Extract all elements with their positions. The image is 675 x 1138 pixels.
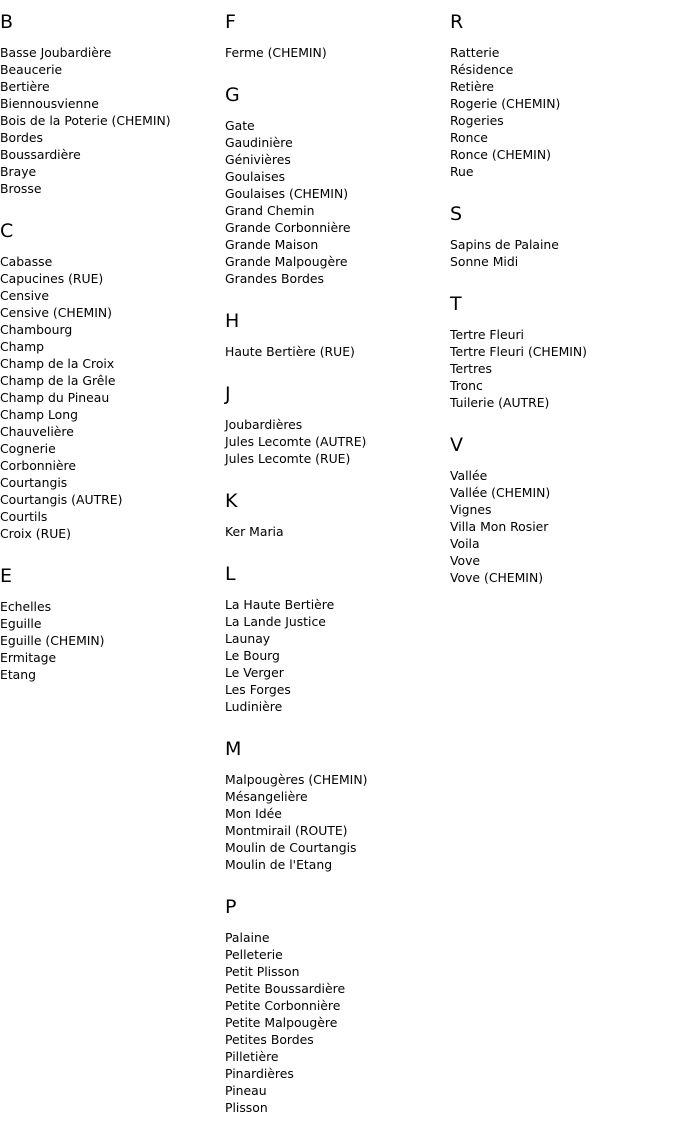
street-name: Eguille (0, 616, 42, 631)
street-name: Ker Maria (225, 524, 284, 539)
street-name: Moulin de l'Etang (225, 857, 333, 872)
letter-group (0, 10, 220, 197)
street-name: Champ du Pineau (0, 390, 110, 405)
street-name: Voila (450, 536, 480, 551)
street-name: Petites Bordes (225, 1032, 314, 1047)
street-name: Vove (CHEMIN) (450, 570, 544, 585)
letter-heading: E (0, 565, 13, 587)
street-name: Ronce (450, 130, 488, 145)
street-name: Sonne Midi (450, 254, 519, 269)
street-name: Censive (CHEMIN) (0, 305, 112, 320)
letter-group (450, 10, 670, 180)
street-name: Pelleterie (225, 947, 283, 962)
street-name: Moulin de Courtangis (225, 840, 357, 855)
letter-heading: S (450, 203, 463, 225)
street-name: Palaine (225, 930, 270, 945)
street-name: Launay (225, 631, 271, 646)
street-name: Corbonnière (0, 458, 76, 473)
letter-heading: L (225, 563, 236, 585)
letter-group (225, 737, 445, 873)
street-name: Bertière (0, 79, 50, 94)
street-name: Chambourg (0, 322, 73, 337)
letter-group (225, 382, 445, 467)
street-name: Jules Lecomte (AUTRE) (225, 434, 367, 449)
street-name: Tertre Fleuri (450, 327, 525, 342)
street-name: Sapins de Palaine (450, 237, 559, 252)
street-list (0, 598, 220, 683)
street-name: Ermitage (0, 650, 57, 665)
street-list (450, 236, 670, 270)
street-name: Villa Mon Rosier (450, 519, 549, 534)
street-name: Tuilerie (AUTRE) (450, 395, 550, 410)
street-name: Cabasse (0, 254, 53, 269)
street-name: La Lande Justice (225, 614, 326, 629)
street-name: Croix (RUE) (0, 526, 71, 541)
street-name: Courtangis (AUTRE) (0, 492, 123, 507)
street-name: Grand Chemin (225, 203, 315, 218)
street-name: Bordes (0, 130, 43, 145)
street-name: Joubardières (225, 417, 303, 432)
street-list (225, 771, 445, 873)
letter-group (450, 292, 670, 411)
street-name: Champ Long (0, 407, 78, 422)
letter-heading: H (225, 310, 240, 332)
street-name: Goulaises (225, 169, 286, 184)
street-name: Haute Bertière (RUE) (225, 344, 355, 359)
index-column (450, 10, 670, 608)
street-name: Petite Boussardière (225, 981, 346, 996)
letter-group (0, 564, 220, 683)
letter-group (225, 309, 445, 360)
street-name: Vallée (450, 468, 488, 483)
street-name: Rogerie (CHEMIN) (450, 96, 561, 111)
street-list (450, 326, 670, 411)
street-name: Goulaises (CHEMIN) (225, 186, 349, 201)
letter-heading: G (225, 84, 240, 106)
street-name: Mésangelière (225, 789, 308, 804)
street-name: Plisson (225, 1100, 268, 1115)
street-name: Ferme (CHEMIN) (225, 45, 327, 60)
street-name: Gaudinière (225, 135, 293, 150)
letter-heading: P (225, 896, 237, 918)
letter-group (0, 219, 220, 542)
street-name: Champ (0, 339, 45, 354)
street-name: Ronce (CHEMIN) (450, 147, 551, 162)
street-name: Grande Maison (225, 237, 319, 252)
letter-heading: R (450, 11, 464, 33)
letter-group (225, 489, 445, 540)
street-name: Courtangis (0, 475, 68, 490)
street-name: Résidence (450, 62, 514, 77)
street-name: Génivières (225, 152, 291, 167)
street-name: Cognerie (0, 441, 56, 456)
street-list (0, 253, 220, 542)
street-name: Petite Malpougère (225, 1015, 338, 1030)
street-name: Rue (450, 164, 474, 179)
street-name: Mon Idée (225, 806, 282, 821)
street-name: Etang (0, 667, 36, 682)
street-name: Capucines (RUE) (0, 271, 104, 286)
letter-heading: C (0, 220, 14, 242)
street-name: Chauvelière (0, 424, 74, 439)
street-name: Petite Corbonnière (225, 998, 341, 1013)
street-name: Grande Corbonnière (225, 220, 351, 235)
street-name: Tertre Fleuri (CHEMIN) (450, 344, 588, 359)
street-list (450, 467, 670, 586)
street-list (225, 343, 445, 360)
letter-group (225, 562, 445, 715)
street-name: Malpougères (CHEMIN) (225, 772, 368, 787)
street-name: Pineau (225, 1083, 267, 1098)
index-column (225, 10, 445, 1138)
street-name: Echelles (0, 599, 52, 614)
street-name: Beaucerie (0, 62, 63, 77)
letter-group (225, 10, 445, 61)
street-name: Bois de la Poterie (CHEMIN) (0, 113, 171, 128)
street-name: Grande Malpougère (225, 254, 348, 269)
letter-heading: B (0, 11, 14, 33)
street-name: Braye (0, 164, 37, 179)
street-name: Biennousvienne (0, 96, 99, 111)
street-name: Champ de la Grêle (0, 373, 116, 388)
street-name: Courtils (0, 509, 48, 524)
street-name: Champ de la Croix (0, 356, 115, 371)
letter-heading: F (225, 11, 236, 33)
street-name: Boussardière (0, 147, 81, 162)
letter-group (225, 83, 445, 287)
street-name: Brosse (0, 181, 42, 196)
street-name: Le Bourg (225, 648, 280, 663)
street-name: Eguille (CHEMIN) (0, 633, 105, 648)
street-list (450, 44, 670, 180)
letter-heading: M (225, 738, 242, 760)
letter-heading: T (450, 293, 462, 315)
street-name: Tronc (450, 378, 483, 393)
street-list (225, 523, 445, 540)
street-name: Gate (225, 118, 255, 133)
street-name: Vallée (CHEMIN) (450, 485, 551, 500)
street-name: Vove (450, 553, 481, 568)
street-name: Retière (450, 79, 495, 94)
street-list (225, 44, 445, 61)
street-list (225, 929, 445, 1116)
letter-heading: V (450, 434, 463, 456)
street-list (225, 416, 445, 467)
street-list (225, 117, 445, 287)
street-name: Jules Lecomte (RUE) (225, 451, 351, 466)
street-name: Petit Plisson (225, 964, 300, 979)
street-name: Tertres (450, 361, 492, 376)
street-name: Ratterie (450, 45, 500, 60)
street-name: Pilletière (225, 1049, 279, 1064)
street-list (225, 596, 445, 715)
street-name: Pinardières (225, 1066, 294, 1081)
letter-group (450, 433, 670, 586)
letter-group (450, 202, 670, 270)
street-name: Montmirail (ROUTE) (225, 823, 348, 838)
street-name: Ludinière (225, 699, 283, 714)
street-name: Les Forges (225, 682, 291, 697)
street-name: Vignes (450, 502, 492, 517)
letter-heading: J (225, 383, 231, 405)
letter-heading: K (225, 490, 238, 512)
street-name: Le Verger (225, 665, 284, 680)
street-name: Rogeries (450, 113, 504, 128)
street-name: Basse Joubardière (0, 45, 112, 60)
street-name: La Haute Bertière (225, 597, 335, 612)
street-name: Grandes Bordes (225, 271, 324, 286)
street-name: Censive (0, 288, 49, 303)
letter-group (225, 895, 445, 1116)
street-list (0, 44, 220, 197)
index-column (0, 10, 220, 705)
